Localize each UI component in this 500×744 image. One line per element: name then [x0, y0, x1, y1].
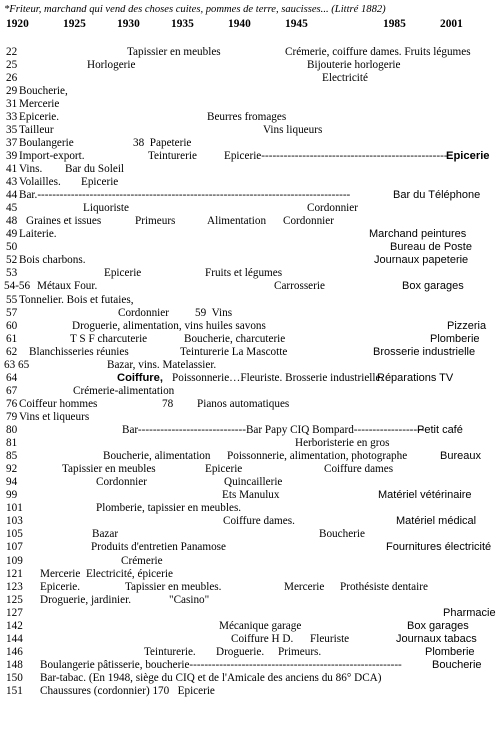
- shop-entry: Fruits et légumes: [205, 267, 283, 280]
- shop-entry: Tailleur: [19, 123, 54, 136]
- shop-entry: Bar du Soleil: [65, 162, 125, 175]
- street-number: 29: [6, 84, 18, 97]
- street-number: 144: [6, 632, 23, 645]
- street-number: 148: [6, 658, 23, 671]
- shop-entry: Epicerie.: [19, 110, 60, 123]
- shop-entry: Quincaillerie: [224, 476, 283, 489]
- street-number: 67: [6, 384, 18, 397]
- shop-entry: Epicerie: [104, 267, 142, 280]
- shop-entry: Beurres fromages: [207, 110, 287, 123]
- street-number: 62: [6, 345, 18, 358]
- shop-entry: Cordonnier: [96, 476, 147, 489]
- shop-entry: Primeurs.: [278, 645, 322, 658]
- shop-entry: Coiffure dames.: [223, 515, 295, 528]
- shop-entry: Droguerie, jardinier.: [40, 593, 132, 606]
- street-number: 60: [6, 319, 18, 332]
- street-number: 22: [6, 45, 18, 58]
- shop-entry: Bijouterie horlogerie: [307, 58, 401, 71]
- shop-entry: Carrosserie: [274, 280, 325, 293]
- shop-entry: Fleuriste: [310, 632, 350, 645]
- shop-entry: Tonnelier. Bois et futaies,: [19, 293, 134, 306]
- street-number: 142: [6, 619, 23, 632]
- shop-entry: Boucherie, charcuterie: [184, 332, 286, 345]
- street-number: 150: [6, 671, 23, 684]
- shop-entry: Matériel vétérinaire: [378, 489, 472, 502]
- shop-entry: Droguerie, alimentation, vins huiles savons: [72, 319, 266, 332]
- shop-entry: Plomberie: [430, 332, 480, 345]
- shop-entry: Boucherie: [319, 528, 365, 541]
- shop-entry: Box garages: [402, 280, 464, 293]
- street-number: 41: [6, 162, 18, 175]
- shop-entry: Graines et issues: [26, 215, 102, 228]
- shop-entry: Ets Manulux: [222, 489, 280, 502]
- shop-entry: Journaux tabacs: [396, 632, 477, 645]
- shop-entry: Droguerie.: [216, 645, 265, 658]
- shop-entry: Cordonnier: [118, 306, 169, 319]
- street-number: 50: [6, 241, 18, 254]
- year-header-1940: 1940: [228, 18, 251, 30]
- street-number: 64: [6, 371, 18, 384]
- street-number: 31: [6, 97, 18, 110]
- shop-entry: Volailles.: [19, 176, 61, 188]
- shop-entry: Métaux Four.: [37, 280, 98, 293]
- shop-entry: Boucherie,: [19, 84, 68, 97]
- street-number: 105: [6, 528, 23, 541]
- year-header-1930: 1930: [117, 18, 140, 30]
- shop-entry: Tapissier en meubles.: [125, 580, 222, 593]
- street-number: 26: [6, 71, 18, 84]
- street-number: 101: [6, 502, 23, 515]
- shop-entry: Blanchisseries réunies: [29, 345, 129, 358]
- street-number: 76: [6, 397, 18, 410]
- street-number: 107: [6, 541, 23, 554]
- shop-entry: Electricité: [322, 71, 368, 84]
- shop-entry: Mercerie Electricité, épicerie: [40, 567, 173, 580]
- shop-entry: Plomberie: [425, 645, 475, 658]
- shop-entry: Bar-----------------------------Bar Papy CIQ Bompard-------------------: [122, 424, 425, 436]
- street-number: 94: [6, 476, 18, 489]
- shop-entry: Poissonnerie…Fleuriste. Brosserie industrielle.: [172, 371, 384, 384]
- street-number: 92: [6, 463, 18, 476]
- shop-entry: Bois charbons.: [19, 254, 86, 267]
- shop-entry: Chaussures (cordonnier) 170 Epicerie: [40, 685, 215, 697]
- street-number: 127: [6, 606, 23, 619]
- shop-entry: Boucherie, alimentation: [103, 450, 211, 463]
- shop-entry: Coiffure dames: [324, 463, 394, 476]
- shop-entry: Vins liqueurs: [263, 123, 323, 136]
- shop-entry: Bureau de Poste: [390, 241, 472, 254]
- shop-entry: Fournitures électricité: [386, 541, 492, 554]
- shop-entry: Vins et liqueurs: [19, 410, 90, 423]
- shop-entry: Cordonnier: [283, 215, 334, 228]
- shop-entry: Box garages: [407, 619, 469, 632]
- street-number: 146: [6, 645, 23, 658]
- shop-entry: Bazar: [92, 528, 119, 541]
- footnote: *Friteur, marchand qui vend des choses cuites, pommes de terre, saucisses... (Littré 1882): [4, 4, 386, 15]
- shop-entry: Mécanique garage: [219, 619, 302, 632]
- shop-entry: Matériel médical: [396, 515, 477, 528]
- street-number: 81: [6, 437, 18, 449]
- shop-entry: Crémerie-alimentation: [73, 384, 175, 397]
- shop-entry: Prothésiste dentaire: [340, 580, 428, 593]
- street-number: 123: [6, 580, 23, 593]
- shop-entry: Bar-tabac. (En 1948, siège du CIQ et de l'Amicale des anciens du 86° DCA): [40, 671, 382, 684]
- year-header-1945: 1945: [285, 18, 308, 30]
- shop-entry: T S F charcuterie: [70, 332, 148, 345]
- street-number: 80: [6, 424, 18, 436]
- shop-entry: Teinturerie.: [144, 645, 196, 658]
- shop-entry: Tapissier en meubles: [127, 45, 221, 58]
- shop-entry: Boulangerie pâtisserie, boucherie---------------------------------------------------------: [40, 658, 402, 671]
- street-number: 121: [6, 567, 23, 580]
- shop-entry: Pianos automatiques: [197, 397, 290, 410]
- street-number: 37: [6, 136, 18, 149]
- shop-entry: Herboristerie en gros: [295, 437, 390, 449]
- street-number: 85: [6, 450, 18, 463]
- shop-entry: Laiterie.: [19, 228, 57, 241]
- shop-entry: Crémerie: [121, 554, 163, 567]
- street-number: 48: [6, 215, 18, 228]
- shop-entry: Brosserie industrielle: [373, 345, 476, 358]
- street-number: 43: [6, 176, 18, 188]
- street-number: 61: [6, 332, 18, 345]
- shop-entry: Teinturerie La Mascotte: [180, 345, 288, 358]
- street-number: 103: [6, 515, 23, 528]
- shop-entry: Bureaux: [440, 450, 481, 463]
- shop-entry: Teinturerie: [148, 149, 197, 162]
- street-number: 25: [6, 58, 18, 71]
- year-header-1925: 1925: [63, 18, 86, 30]
- year-header-1985: 1985: [383, 18, 406, 30]
- year-header-1920: 1920: [6, 18, 29, 30]
- shop-entry: Coiffure,: [117, 371, 163, 384]
- shop-entry: Epicerie: [81, 176, 119, 188]
- shop-entry: 78: [162, 397, 174, 410]
- shop-entry: Mercerie: [19, 97, 60, 110]
- shop-entry: Bazar, vins. Matelassier.: [107, 358, 217, 371]
- shop-entry: Produits d'entretien Panamose: [91, 541, 226, 554]
- shop-entry: Alimentation: [207, 215, 267, 228]
- shop-entry: Tapissier en meubles: [62, 463, 156, 476]
- shop-entry: 38 Papeterie: [133, 136, 192, 149]
- shop-entry: Réparations TV: [377, 371, 454, 384]
- shop-entry: Crémerie, coiffure dames. Fruits légumes: [285, 45, 471, 58]
- shop-entry: Epicerie: [205, 463, 243, 476]
- shop-entry: Pharmacie: [443, 606, 496, 619]
- shop-entry: Plomberie, tapissier en meubles.: [96, 502, 242, 515]
- shop-entry: 59 Vins: [195, 306, 233, 319]
- street-number: 54-56: [4, 280, 31, 293]
- shop-entry: Epicerie: [446, 149, 490, 162]
- street-number: 55: [6, 293, 18, 306]
- shop-entry: Horlogerie: [87, 58, 136, 71]
- shop-entry: Vins.: [19, 162, 43, 175]
- street-number: 109: [6, 554, 23, 567]
- year-header-2001: 2001: [440, 18, 463, 30]
- shop-entry: Boucherie: [432, 658, 482, 671]
- street-number: 57: [6, 306, 18, 319]
- street-number: 52: [6, 254, 18, 267]
- shop-entry: Cordonnier: [307, 202, 358, 215]
- street-number: 79: [6, 410, 18, 423]
- street-number: 63 65: [4, 358, 30, 371]
- shop-entry: Poissonnerie, alimentation, photographe: [227, 450, 408, 463]
- street-number: 125: [6, 593, 23, 606]
- street-number: 99: [6, 489, 18, 502]
- street-number: 39: [6, 149, 18, 162]
- street-number: 151: [6, 685, 23, 697]
- street-number: 45: [6, 202, 18, 215]
- shop-entry: Epicerie--------------------------------------------------: [224, 149, 448, 162]
- shop-entry: Epicerie.: [40, 580, 81, 593]
- shop-entry: "Casino": [169, 593, 210, 606]
- street-number: 44: [6, 189, 18, 202]
- shop-entry: Primeurs: [135, 215, 176, 228]
- street-number: 49: [6, 228, 18, 241]
- shop-entry: Bar.------------------------------------------------------------------------------------: [19, 189, 351, 202]
- street-number: 35: [6, 123, 18, 136]
- shop-entry: Marchand peintures: [369, 228, 467, 241]
- shop-entry: Journaux papeterie: [374, 254, 469, 267]
- shop-entry: Coiffeur hommes: [19, 397, 98, 410]
- street-number: 53: [6, 267, 18, 280]
- shop-entry: Bar du Téléphone: [393, 189, 481, 202]
- shop-entry: Liquoriste: [83, 202, 129, 215]
- shop-entry: Petit café: [417, 424, 463, 436]
- shop-entry: Coiffure H D.: [231, 632, 294, 645]
- year-header-1935: 1935: [171, 18, 194, 30]
- shop-entry: Boulangerie: [19, 136, 74, 149]
- shop-entry: Import-export.: [19, 149, 85, 162]
- street-number: 33: [6, 110, 18, 123]
- shop-entry: Pizzeria: [447, 319, 487, 332]
- shop-entry: Mercerie: [284, 580, 325, 593]
